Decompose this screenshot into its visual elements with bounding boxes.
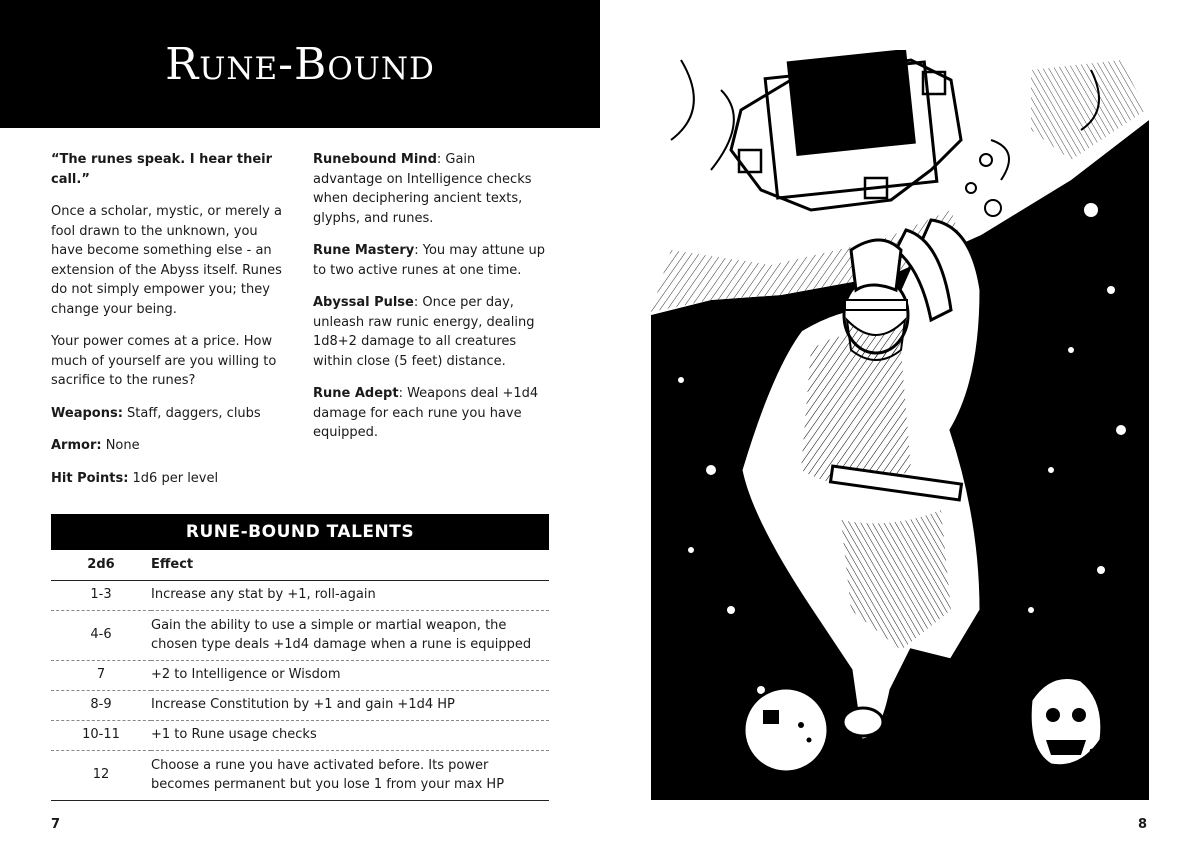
- feature-name: Rune Adept: [313, 386, 399, 401]
- page-number-left: 7: [51, 817, 61, 832]
- features-column: [313, 150, 548, 456]
- roll-cell: 7: [51, 660, 151, 690]
- feature-runebound-mind: [313, 150, 548, 228]
- effect-cell: +2 to Intelligence or Wisdom: [151, 660, 549, 690]
- roll-cell: 4-6: [51, 610, 151, 660]
- talents-table-title: RUNE-BOUND TALENTS: [51, 514, 549, 550]
- feature-abyssal-pulse: [313, 293, 548, 371]
- feature-text: : Once per day, unleash raw runic energy, dealing 1d8+2 damage to all creatures within close (5 feet) distance.: [313, 295, 535, 369]
- page-number-right: 8: [1137, 817, 1147, 832]
- table-row: [51, 690, 549, 720]
- talents-table: [51, 550, 549, 801]
- armor-label: Armor:: [51, 438, 102, 453]
- intro-column: [51, 150, 291, 501]
- hit-points-value: 1d6 per level: [128, 470, 219, 486]
- roll-cell: 8-9: [51, 690, 151, 720]
- table-row: [51, 720, 549, 750]
- feature-name: Rune Mastery: [313, 243, 415, 258]
- price-paragraph: Your power comes at a price. How much of yourself are you willing to sacrifice to the runes?: [51, 334, 277, 388]
- weapons-value: Staff, daggers, clubs: [122, 405, 261, 421]
- right-page: [600, 0, 1200, 851]
- page-title: Rune-Bound: [165, 38, 435, 90]
- feature-text: : You may attune up to two active runes at one time.: [313, 243, 546, 278]
- roll-cell: 12: [51, 750, 151, 800]
- hit-points-line: [51, 469, 291, 489]
- roll-cell: 1-3: [51, 580, 151, 610]
- feature-text: : Gain advantage on Intelligence checks when deciphering ancient texts, glyphs, and runes.: [313, 152, 532, 226]
- effect-cell: +1 to Rune usage checks: [151, 720, 549, 750]
- table-row: [51, 610, 549, 660]
- weapons-line: [51, 404, 291, 424]
- title-bar: [0, 0, 600, 128]
- feature-rune-mastery: [313, 241, 548, 280]
- effect-cell: Increase Constitution by +1 and gain +1d4 HP: [151, 690, 549, 720]
- warrior-illustration: [651, 50, 1149, 800]
- column-header-effect: Effect: [151, 550, 549, 580]
- feature-rune-adept: [313, 384, 548, 443]
- column-header-roll: 2d6: [51, 550, 151, 580]
- feature-name: Runebound Mind: [313, 152, 437, 167]
- effect-cell: Gain the ability to use a simple or martial weapon, the chosen type deals +1d4 damage when a rune is equipped: [151, 610, 549, 660]
- feature-name: Abyssal Pulse: [313, 295, 414, 310]
- intro-paragraph: Once a scholar, mystic, or merely a fool drawn to the unknown, you have become something else - an extension of the Abyss itself. Runes do not simply empower you; they change your being.: [51, 204, 282, 317]
- roll-cell: 10-11: [51, 720, 151, 750]
- feature-text: : Weapons deal +1d4 damage for each rune you have equipped.: [313, 386, 539, 440]
- effect-cell: Increase any stat by +1, roll-again: [151, 580, 549, 610]
- weapons-label: Weapons:: [51, 405, 123, 421]
- effect-cell: Choose a rune you have activated before. Its power becomes permanent but you lose 1 from your max HP: [151, 750, 549, 800]
- table-row: [51, 750, 549, 800]
- table-row: [51, 660, 549, 690]
- table-row: [51, 580, 549, 610]
- armor-line: [51, 436, 291, 456]
- hit-points-label: Hit Points:: [51, 470, 129, 486]
- armor-value: None: [101, 438, 140, 453]
- epigraph-quote: “The runes speak. I hear their call.”: [51, 152, 273, 187]
